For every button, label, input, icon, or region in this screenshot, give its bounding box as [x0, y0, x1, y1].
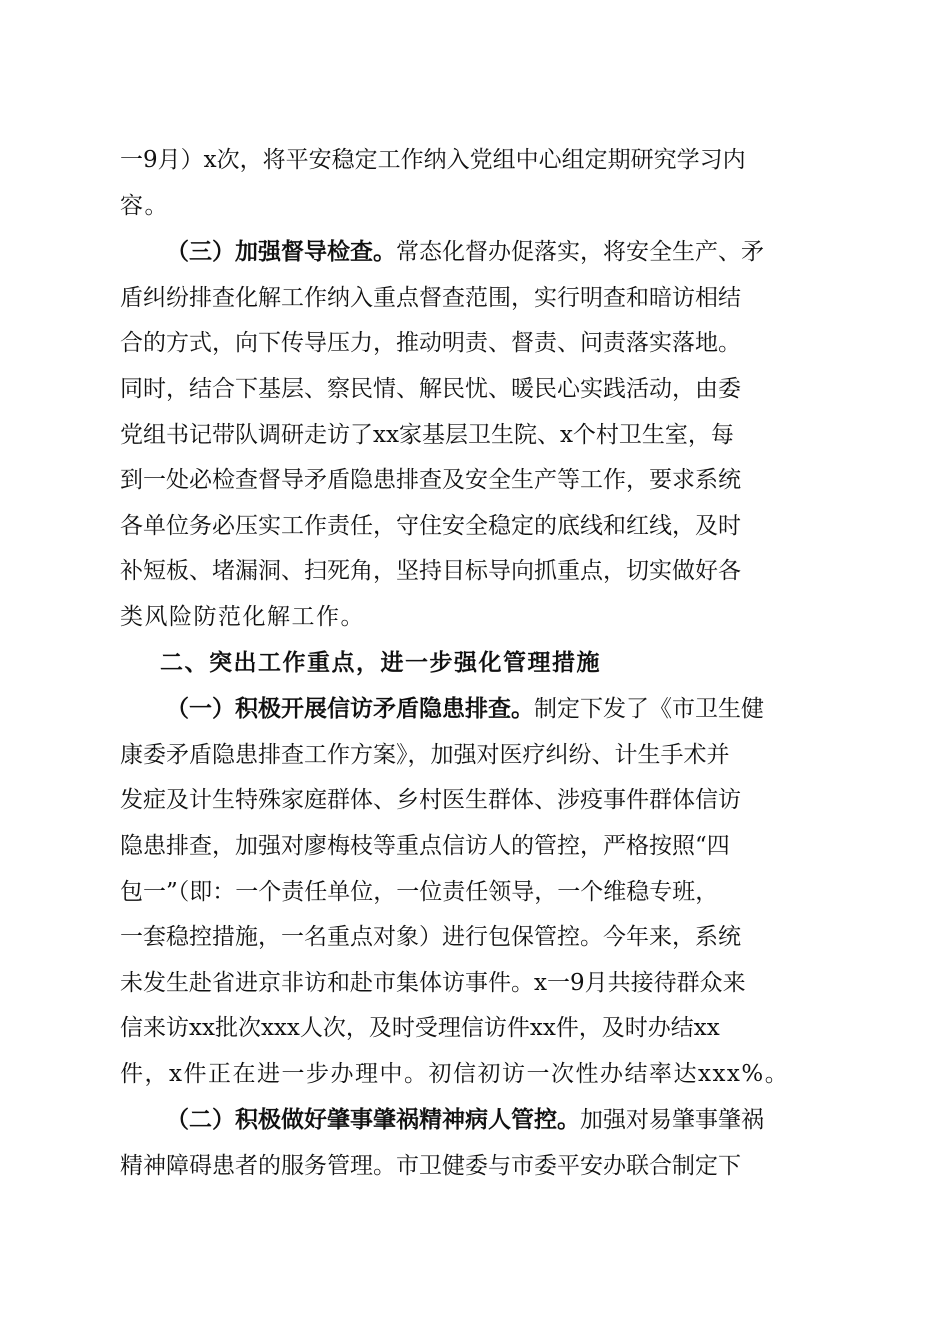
text-line: 党组书记带队调研走访了xx家基层卫生院、x个村卫生室，每 — [120, 421, 734, 448]
text-line: 信来访xx批次xxx人次，及时受理信访件xx件，及时办结xx — [120, 1015, 720, 1042]
text-run: 制定下发了《市卫生健 — [534, 696, 764, 723]
text-line: 康委矛盾隐患排查工作方案》，加强对医疗纠纷、计生手术并 — [120, 741, 730, 768]
text-line: 发症及计生特殊家庭群体、乡村医生群体、涉疫事件群体信访 — [120, 787, 741, 814]
text-line: 容。 — [120, 192, 169, 219]
text-line: 未发生赴省进京非访和赴市集体访事件。x一9月共接待群众来 — [120, 969, 746, 996]
document-body — [120, 138, 828, 1190]
text-line — [120, 229, 828, 276]
section-heading — [120, 641, 828, 687]
text-line: 到一处必检查督导矛盾隐患排查及安全生产等工作，要求系统 — [120, 467, 741, 494]
section-heading-text: 二、突出工作重点，进一步强化管理措施 — [160, 649, 601, 676]
text-run: 加强对易肇事肇祸 — [580, 1107, 764, 1134]
text-line: 精神障碍患者的服务管理。市卫健委与市委平安办联合制定下 — [120, 1153, 741, 1180]
text-run: 常态化督办促落实，将安全生产、矛 — [396, 239, 764, 266]
paragraph-lead: （二）积极做好肇事肇祸精神病人管控。 — [166, 1106, 580, 1134]
text-line — [120, 686, 828, 733]
text-line — [120, 1097, 828, 1144]
paragraph-mental-health — [120, 1097, 828, 1189]
text-line: 类风险防范化解工作。 — [120, 603, 365, 630]
paragraph-supervision — [120, 229, 828, 640]
text-line: 一9月）x次，将平安稳定工作纳入党组中心组定期研究学习内 — [120, 147, 746, 173]
text-line: 件，x件正在进一步办理中。初信初访一次性办结率达xxx%。 — [120, 1060, 790, 1087]
paragraph-lead: （一）积极开展信访矛盾隐患排查。 — [166, 695, 534, 723]
text-line: 盾纠纷排查化解工作纳入重点督查范围，实行明查和暗访相结 — [120, 284, 741, 311]
text-line: 各单位务必压实工作责任，守住安全稳定的底线和红线，及时 — [120, 512, 741, 539]
text-line: 隐患排查，加强对廖梅枝等重点信访人的管控，严格按照“四 — [120, 832, 730, 859]
text-line: 合的方式，向下传导压力，推动明责、督责、问责落实落地。 — [120, 330, 741, 357]
text-line: 同时，结合下基层、察民情、解民忧、暖民心实践活动，由委 — [120, 375, 741, 402]
paragraph-lead: （三）加强督导检查。 — [166, 238, 396, 266]
text-line: 一套稳控措施，一名重点对象）进行包保管控。今年来，系统 — [120, 924, 741, 951]
paragraph-continuation — [120, 138, 828, 229]
text-line: 补短板、堵漏洞、扫死角，坚持目标导向抓重点，切实做好各 — [120, 558, 741, 585]
text-line: 包一”（即：一个责任单位，一位责任领导，一个维稳专班， — [120, 878, 719, 905]
paragraph-petition — [120, 686, 828, 1097]
